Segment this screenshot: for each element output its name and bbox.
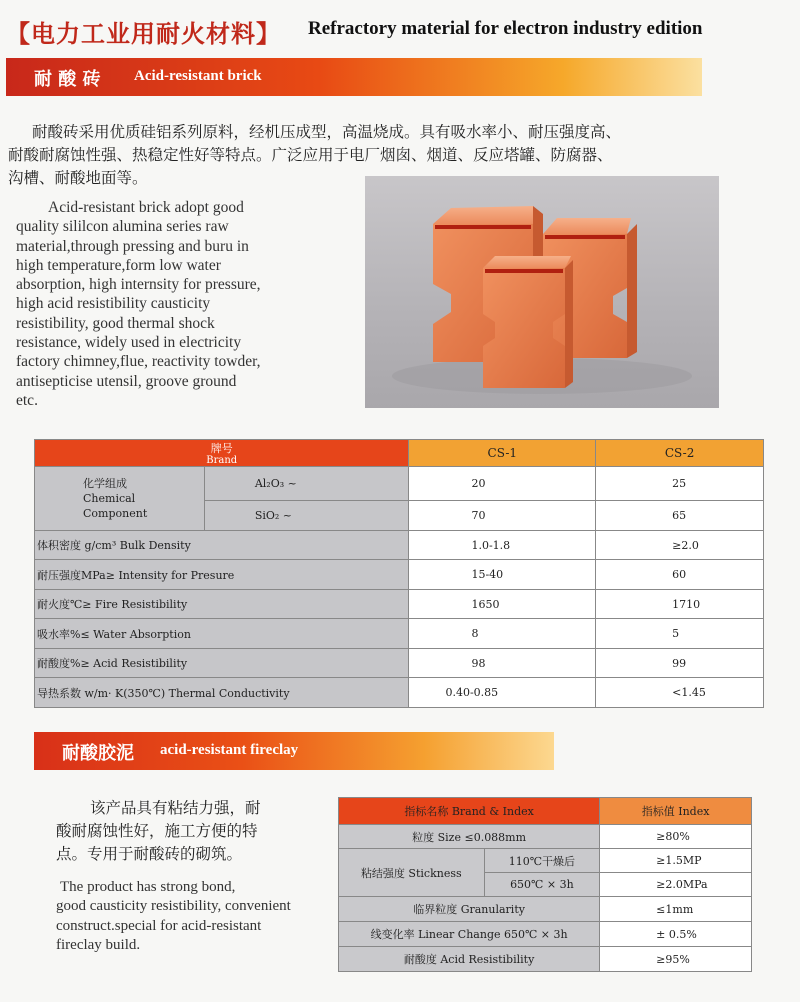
row-label: 吸水率%≤ Water Absorption	[35, 619, 409, 649]
cell-value: ≤1mm	[600, 897, 752, 922]
fireclay-cn	[56, 797, 346, 866]
intro-en-line: Acid-resistant brick adopt good	[48, 199, 244, 216]
brick-illustration	[365, 176, 719, 408]
sub-row-label: 110℃干燥后	[484, 849, 600, 873]
chem-label-cn: 化学组成	[83, 477, 127, 490]
fireclay-en-line: construct.special for acid-resistant	[56, 917, 262, 934]
table-row	[339, 922, 752, 947]
intro-en-line: high acid resistibility causticity	[16, 295, 211, 313]
intro-en-line: resistance, widely used in electricity	[16, 334, 242, 352]
intro-en-line: antisepticise utensil, groove ground	[16, 372, 237, 390]
intro-en-line: factory chimney,flue, reactivity towder,	[16, 353, 261, 371]
cell-value: 25	[596, 467, 764, 501]
cell-value: 65	[596, 501, 764, 531]
fireclay-cn-line: 点。专用于耐酸砖的砌筑。	[56, 845, 243, 863]
sub-row-label: 650℃ × 3h	[484, 873, 600, 897]
cell-value: ≥2.0MPa	[600, 873, 752, 897]
cell-value: ≥1.5MP	[600, 849, 752, 873]
cell-value: 1710	[596, 590, 764, 619]
row-label: 临界粒度 Granularity	[339, 897, 600, 922]
cell-value: ≥80%	[600, 825, 752, 849]
chemical-component-label	[35, 467, 205, 531]
index-name-header: 指标名称 Brand & Index	[339, 798, 600, 825]
index-value-header: 指标值 Index	[600, 798, 752, 825]
intro-en-line: etc.	[16, 391, 38, 409]
cell-value: 1650	[409, 590, 596, 619]
table-row	[35, 531, 764, 560]
cell-value: <1.45	[596, 678, 764, 708]
table-row	[339, 849, 752, 873]
al2o3-label: Al₂O₃ ~	[204, 467, 409, 501]
intro-en-line: absorption, high internsity for pressure,	[16, 276, 261, 294]
intro-cn-line: 耐酸砖采用优质硅铝系列原料，经机压成型，高温烧成。具有吸水率小、耐压强度高、	[32, 123, 622, 141]
row-label: 线变化率 Linear Change 650℃ × 3h	[339, 922, 600, 947]
table-row	[35, 560, 764, 590]
cell-value: 99	[596, 649, 764, 678]
row-label: 粘结强度 Stickness	[339, 849, 485, 897]
fireclay-en-line: fireclay build.	[56, 936, 141, 953]
intro-cn-line: 沟槽、耐酸地面等。	[8, 169, 148, 187]
intro-en-line: resistibility, good thermal shock	[16, 314, 215, 332]
cell-value: 5	[596, 619, 764, 649]
cell-value: ± 0.5%	[600, 922, 752, 947]
acid-brick-spec-table	[34, 439, 764, 708]
intro-cn-line: 耐酸耐腐蚀性强、热稳定性好等特点。广泛应用于电厂烟囱、烟道、反应塔罐、防腐器、	[8, 146, 613, 164]
cell-value: 0.40-0.85	[409, 678, 596, 708]
row-label: 耐酸度%≥ Acid Resistibility	[35, 649, 409, 678]
section-title-cn: 耐酸胶泥	[62, 743, 134, 764]
fireclay-cn-line: 该产品具有粘结力强，耐	[90, 799, 261, 817]
table-row	[35, 619, 764, 649]
row-label: 体积密度 g/cm³ Bulk Density	[35, 531, 409, 560]
cell-value: 8	[409, 619, 596, 649]
col-header-cs1: CS-1	[409, 440, 596, 467]
row-label: 导热系数 w/m· K(350℃) Thermal Conductivity	[35, 678, 409, 708]
intro-en-line: material,through pressing and buru in	[16, 237, 249, 255]
table-row	[339, 897, 752, 922]
cell-value: 1.0-1.8	[409, 531, 596, 560]
cell-value: 60	[596, 560, 764, 590]
intro-en-line: high temperature,form low water	[16, 256, 221, 274]
sio2-label: SiO₂ ~	[204, 501, 409, 531]
fireclay-cn-line: 酸耐腐蚀性好，施工方便的特	[56, 822, 258, 840]
cell-value: 98	[409, 649, 596, 678]
row-label: 耐酸度 Acid Resistibility	[339, 947, 600, 972]
fireclay-en-line: The product has strong bond,	[60, 879, 236, 895]
brand-header-en: Brand	[206, 455, 238, 466]
table-row	[35, 649, 764, 678]
fireclay-en	[56, 878, 336, 955]
section-title-cn: 耐 酸 砖	[34, 69, 101, 90]
cell-value: 70	[409, 501, 596, 531]
section-title-en: acid-resistant fireclay	[160, 742, 299, 758]
brand-header	[35, 440, 409, 467]
table-row	[35, 678, 764, 708]
brand-header-cn: 牌号	[210, 442, 233, 455]
section-banner-fireclay	[34, 732, 554, 770]
section-title-en: Acid-resistant brick	[134, 68, 262, 84]
col-header-cs2: CS-2	[596, 440, 764, 467]
table-row	[35, 590, 764, 619]
fireclay-spec-table	[338, 797, 752, 972]
page-title-cn: 【电力工业用耐火材料】	[6, 20, 281, 48]
intro-en	[16, 198, 316, 410]
row-label: 粒度 Size ≤0.088mm	[339, 825, 600, 849]
chem-label-en: Chemical	[83, 492, 136, 505]
row-label: 耐压强度MPa≥ Intensity for Presure	[35, 560, 409, 590]
cell-value: 15-40	[409, 560, 596, 590]
acid-brick-photo	[365, 176, 719, 408]
intro-en-line: quality sililcon alumina series raw	[16, 218, 229, 236]
chem-label-en: Component	[83, 507, 148, 520]
section-banner-brick	[6, 58, 702, 96]
cell-value: ≥2.0	[596, 531, 764, 560]
table-row	[339, 825, 752, 849]
cell-value: 20	[409, 467, 596, 501]
row-label: 耐火度℃≥ Fire Resistibility	[35, 590, 409, 619]
table-row	[339, 947, 752, 972]
fireclay-en-line: good causticity resistibility, convenient	[56, 898, 291, 915]
page-title-en: Refractory material for electron industry edition	[308, 18, 703, 39]
cell-value: ≥95%	[600, 947, 752, 972]
